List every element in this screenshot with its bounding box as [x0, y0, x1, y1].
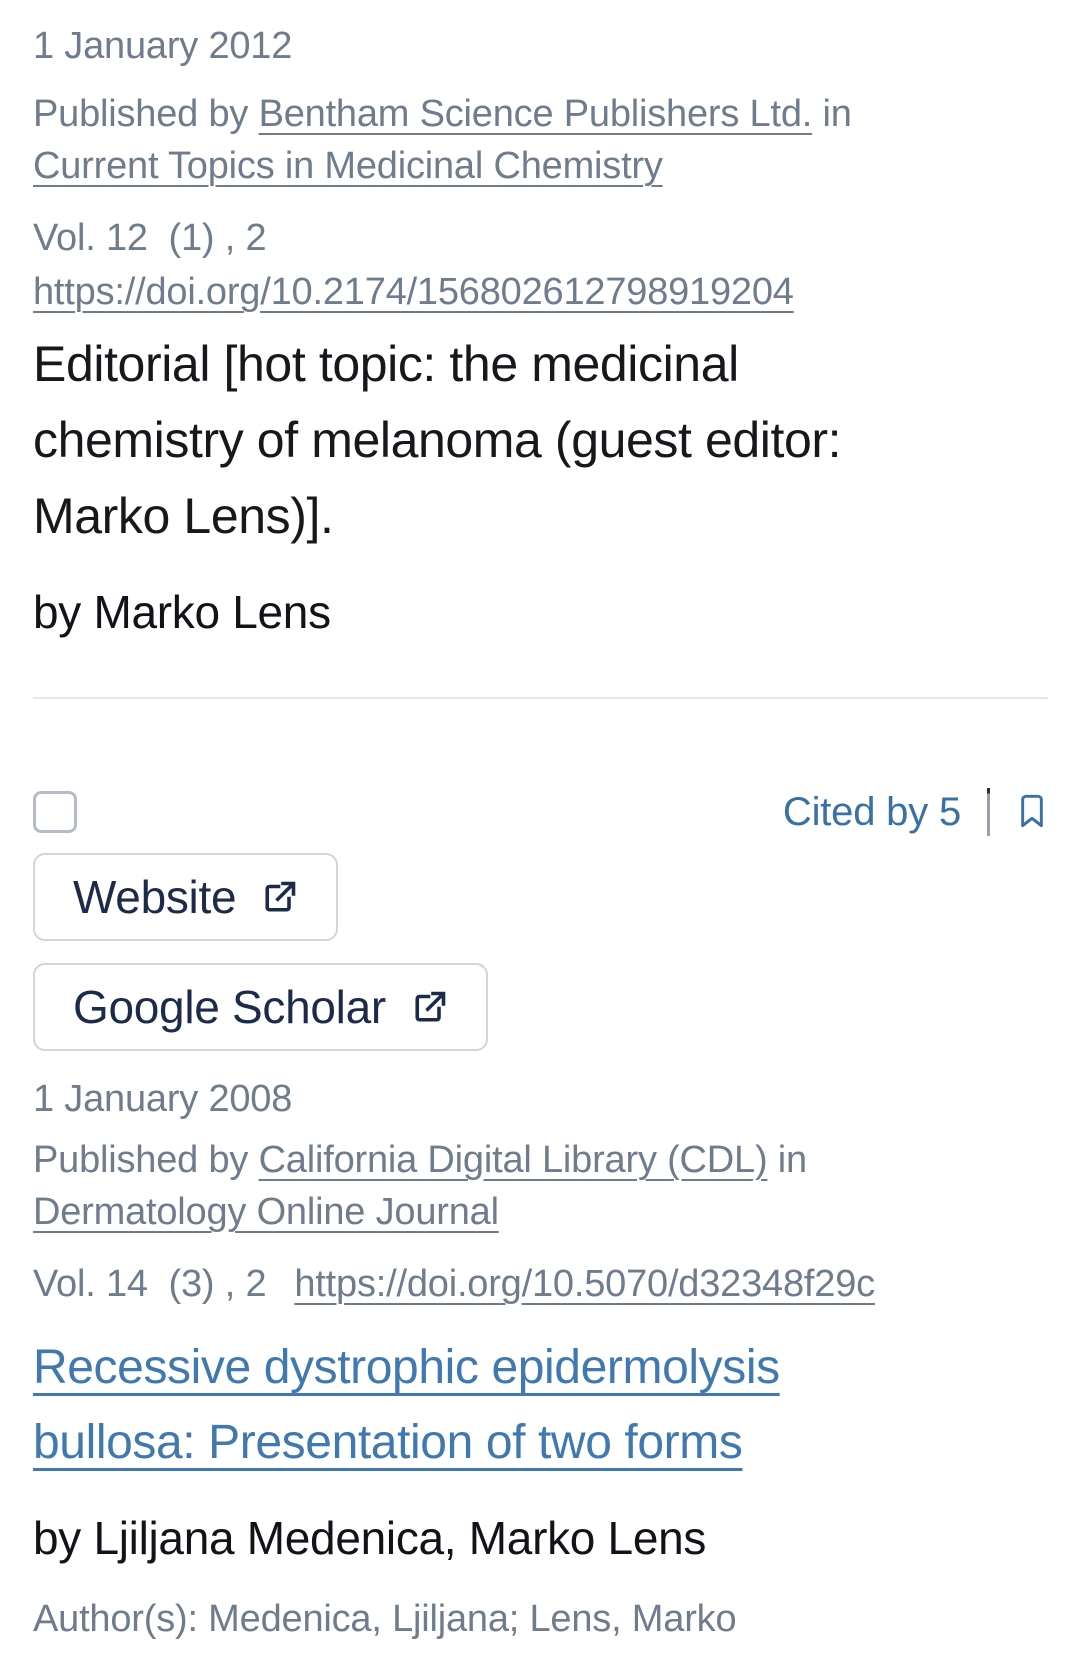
article-title-wrap: [33, 1330, 933, 1480]
volume-doi-line: [33, 1258, 1048, 1310]
record-divider: [33, 697, 1048, 699]
doi-link[interactable]: https://doi.org/10.2174/156802612798919204: [33, 271, 794, 313]
authors-line: Author(s): Medenica, Ljiljana; Lens, Marko: [33, 1598, 737, 1640]
doi-line: [33, 266, 1048, 318]
published-by-line: [33, 88, 1048, 192]
result-record-bottom: [33, 788, 1048, 1645]
citation-group: [783, 788, 1048, 836]
external-link-icon: [262, 879, 298, 915]
published-by-infix: in: [767, 1139, 807, 1181]
publisher-link[interactable]: Bentham Science Publishers Ltd.: [258, 93, 813, 135]
volume-issue-pages: Vol. 12 (1) , 2: [33, 217, 267, 259]
record-action-row: [33, 788, 1048, 836]
bookmark-button[interactable]: [1016, 793, 1048, 832]
published-by-infix: in: [812, 93, 852, 135]
article-byline: by Marko Lens: [33, 586, 331, 638]
publication-date: 1 January 2008: [33, 1078, 293, 1120]
volume-issue-pages: Vol. 14 (3) , 2: [33, 1263, 267, 1305]
website-button-row: [33, 853, 1048, 941]
published-by-line: [33, 1134, 1048, 1238]
cited-by-link[interactable]: Cited by 5: [782, 789, 961, 834]
doi-link[interactable]: https://doi.org/10.5070/d32348f29c: [294, 1263, 875, 1305]
article-byline: by Ljiljana Medenica, Marko Lens: [33, 1512, 707, 1564]
publisher-link[interactable]: California Digital Library (CDL): [258, 1139, 768, 1181]
journal-link[interactable]: Current Topics in Medicinal Chemistry: [33, 145, 663, 187]
bookmark-icon: [1016, 793, 1048, 832]
article-title-link[interactable]: Recessive dystrophic epidermolysis bullosa: Presentation of two forms: [33, 1341, 780, 1469]
journal-link[interactable]: Dermatology Online Journal: [33, 1191, 499, 1233]
vertical-separator: [987, 788, 990, 836]
website-button[interactable]: [33, 853, 338, 941]
result-record-top: [33, 20, 1048, 642]
published-by-prefix: Published by: [33, 93, 259, 135]
article-title: Editorial [hot topic: the medicinal chemistry of melanoma (guest editor: Marko Lens)].: [33, 336, 842, 544]
select-result-checkbox[interactable]: [33, 791, 77, 833]
scholar-button-row: [33, 963, 1048, 1051]
google-scholar-button-label: Google Scholar: [73, 981, 386, 1033]
published-by-prefix: Published by: [33, 1139, 259, 1181]
website-button-label: Website: [73, 871, 237, 923]
external-link-icon: [412, 989, 448, 1025]
google-scholar-button[interactable]: [33, 963, 488, 1051]
publication-date: 1 January 2012: [33, 25, 293, 67]
